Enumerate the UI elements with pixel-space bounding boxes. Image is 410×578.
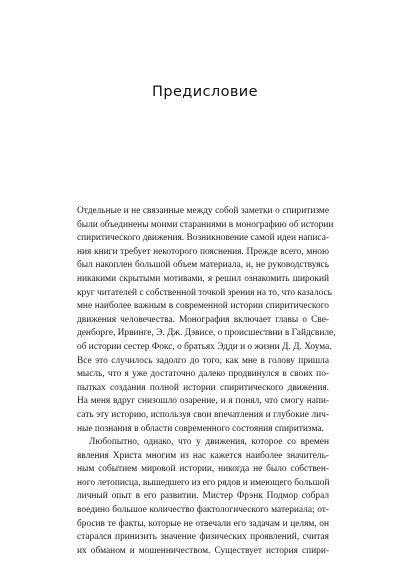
- text-line: были объединены моими стараниями в монографию об истории: [77, 219, 334, 230]
- text-line: бросив те факты, которые не отвечали его задачам и целям, он: [77, 518, 329, 529]
- text-line: об истории сестер Фокс, о братьях Эдди и о жизни Д. Д. Хоума.: [77, 341, 332, 352]
- text-line: ным событием мировой истории, никогда не было собствен-: [77, 464, 329, 475]
- text-line: был накоплен большой объем материала, и, не руководствуясь: [77, 260, 329, 271]
- text-line: круг читателей с собственной точкой зрения на то, что казалось: [77, 287, 332, 298]
- text-line: пытках создания полной истории спиритического движения.: [77, 382, 329, 393]
- text-line: сать эту историю, используя свои впечатления и глубокие лич-: [77, 409, 329, 420]
- text-line: Любопытно, однако, что у движения, которое со времен: [89, 437, 329, 448]
- text-line: явления Христа многим из нас кажется наиболее значитель-: [77, 450, 329, 461]
- text-line: никакими скрытыми мотивами, я решил ознакомить широкий: [77, 273, 329, 284]
- text-line: На меня вдруг снизошло озарение, и я понял, что смогу напи-: [77, 396, 329, 407]
- text-line: движения человечества. Монография включает главы о Све-: [77, 314, 329, 325]
- text-line: мне наиболее важным в современной истории спиритического: [77, 301, 329, 312]
- body-text: [77, 205, 336, 558]
- text-line: ного летописца, вышедшего из его рядов и имеющего большой: [77, 477, 330, 488]
- text-line: личный опыт в его развитии. Мистер Фрэнк Подмор собрал: [77, 491, 329, 502]
- text-line: мысль, что я уже достаточно далеко продвинулся в своих по-: [77, 369, 329, 380]
- text-line: Отдельные и не связанные между собой заметки о спиритизме: [77, 206, 329, 216]
- text-line: ные познания в области современного состояния спиритизма.: [77, 423, 324, 434]
- text-line: их обманом и мошенничеством. Существует история спири-: [77, 545, 329, 556]
- text-line: денборге, Ирвинге, Э. Дж. Дэвисе, о происшествии в Гайдсвиле,: [77, 328, 336, 339]
- text-line: спиритического движения. Возникновение самой идеи написа-: [77, 233, 329, 244]
- text-line: воедино большое количество фактологического материала; от-: [77, 505, 329, 516]
- text-line: старался принизить значение физических проявлений, считая: [77, 532, 329, 543]
- text-line: Все это случилось задолго до того, как мне в голову пришла: [77, 355, 329, 366]
- text-line: ния книги требует некоторого пояснения. Прежде всего, мною: [77, 246, 329, 257]
- chapter-title: Предисловие: [152, 84, 258, 100]
